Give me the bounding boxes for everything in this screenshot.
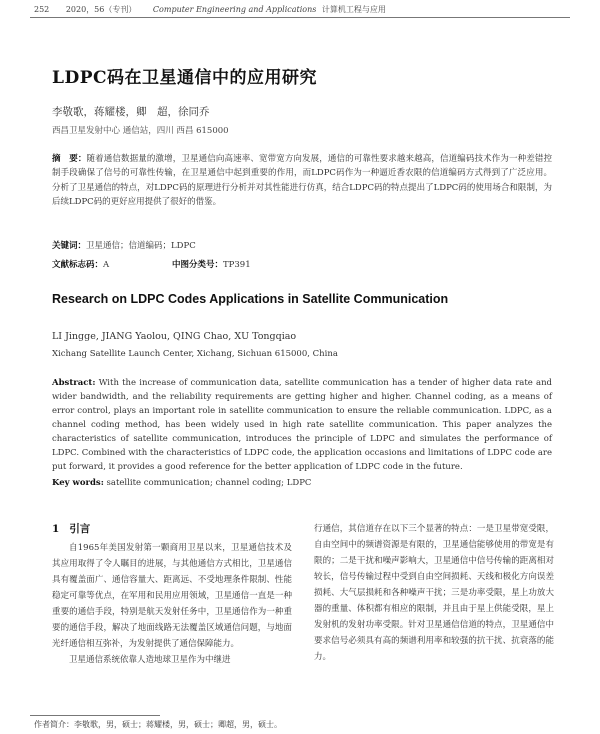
section-heading <box>52 521 292 537</box>
running-head <box>34 4 400 15</box>
paper-title-en: Research on LDPC Codes Applications in Satellite Communication <box>52 292 449 306</box>
clc-code: TP391 <box>223 260 251 270</box>
body-paragraph: 自1965年美国发射第一颗商用卫星以来，卫星通信技术及其应用取得了令人瞩目的进展，与其他通信方式相比，卫星通信具有覆盖面广、通信容量大、距离远、不受地理条件限制、性能稳定可靠等优点，在军用和民用应用领域，卫星通信一直是一种重要的通信手段，特别是航天发射任务中，卫星通信作为一种重要的通信手段，解决了地面线路无法覆盖区域通信问题，与地面光纤通信相互弥补，为发射提供了通信保障能力。 <box>52 543 292 649</box>
keywords-cn <box>52 239 196 251</box>
doc-code-label: 文献标志码： <box>52 260 104 270</box>
authors-en: LI Jingge, JIANG Yaolou, QING Chao, XU Tongqiao <box>52 331 297 342</box>
keywords-cn-label: 关键词： <box>52 241 87 251</box>
body-paragraph: 卫星通信系统依靠人造地球卫星作为中继进 <box>69 655 231 665</box>
affiliation-cn: 西昌卫星发射中心 通信站，四川 西昌 615000 <box>52 126 229 136</box>
section-number: 1 <box>52 523 60 535</box>
page-number: 252 <box>34 5 50 14</box>
abstract-en-text: With the increase of communication data, satellite communication has a tender of higher data rate and wider bandwidth, and the reliability requirements are getting higher and higher. Channel coding, as a means of error control, plays an important role in satellite communication to ensure the reliable communication. LDPC, as a channel coding method, has been widely used in high rate satellite communication. This paper analyzes the characteristics of satellite communication, introduces the principle of LDPC and simulates the performance of LDPC. Combined with the characteristics of LDPC code, the application occasions and limitations of LDPC code are put forward, it provides a good reference for the better application of LDPC code in the future. <box>52 378 552 472</box>
journal-name-cn: 计算机工程与应用 <box>321 5 386 14</box>
journal-name-en: Computer Engineering and Applications <box>152 5 317 14</box>
body-column-left <box>52 521 292 668</box>
abstract-cn <box>52 152 552 209</box>
footnote-rule <box>30 715 160 716</box>
abstract-en <box>52 376 552 474</box>
paper-title-cn: LDPC码在卫星通信中的应用研究 <box>52 68 318 88</box>
body-paragraph: 行通信，其信道存在以下三个显著的特点：一是卫星带宽受限，自由空间中的频谱资源是有限的，卫星通信能够使用的带宽是有限的；二是干扰和噪声影响大，卫星通信中信号传输的距离相对较长，信号传输过程中受到自由空间损耗、天线和极化方向误差损耗、大气层损耗和各种噪声干扰；三是功率受限，星上功放大器的重量、体积都有相应的限制，并且由于星上供能受限，星上发射机的发射功率受限。针对卫星通信信道的特点，卫星通信中要求信号必须具有高的频谱利用率和较强的抗干扰、抗衰落的能力。 <box>314 524 554 662</box>
classification-line <box>52 258 251 270</box>
abstract-en-label: Abstract: <box>52 378 96 388</box>
clc-label: 中图分类号： <box>172 260 224 270</box>
abstract-cn-text: 随着通信数据量的激增，卫星通信向高速率、宽带宽方向发展，通信的可靠性要求越来越高，信道编码技术作为一种差错控制手段确保了信号的可靠性传输，在卫星通信中起到重要的作用，而LDPC码作为一种逼近香农限的信道编码方式得到了广泛应用。分析了卫星通信的特点，对LDPC码的原理进行分析并对其性能进行仿真，结合LDPC码的特点提出了LDPC码的使用场合和限制，为后续LDPC码的更好应用提供了很好的借鉴。 <box>52 154 552 207</box>
body-column-right <box>314 521 554 665</box>
authors-cn: 李敬歌，蒋耀楼，卿 超，徐同乔 <box>52 106 210 118</box>
keywords-en-label: Key words: <box>52 478 104 488</box>
doc-code: A <box>103 260 110 270</box>
abstract-cn-label: 摘 要： <box>52 154 87 164</box>
author-footnote: 作者简介：李敬歌，男，硕士；蒋耀楼，男，硕士；卿超，男，硕士。 <box>34 720 282 729</box>
volume-issue: 2020，56（专刊） <box>65 5 137 14</box>
keywords-en-text: satellite communication; channel coding; LDPC <box>106 478 312 488</box>
affiliation-en: Xichang Satellite Launch Center, Xichang, Sichuan 615000, China <box>52 349 338 359</box>
keywords-cn-text: 卫星通信；信道编码；LDPC <box>86 241 196 251</box>
section-title: 引言 <box>69 523 91 535</box>
clc-block <box>172 258 251 270</box>
keywords-en <box>52 478 311 488</box>
header-rule <box>30 17 570 18</box>
